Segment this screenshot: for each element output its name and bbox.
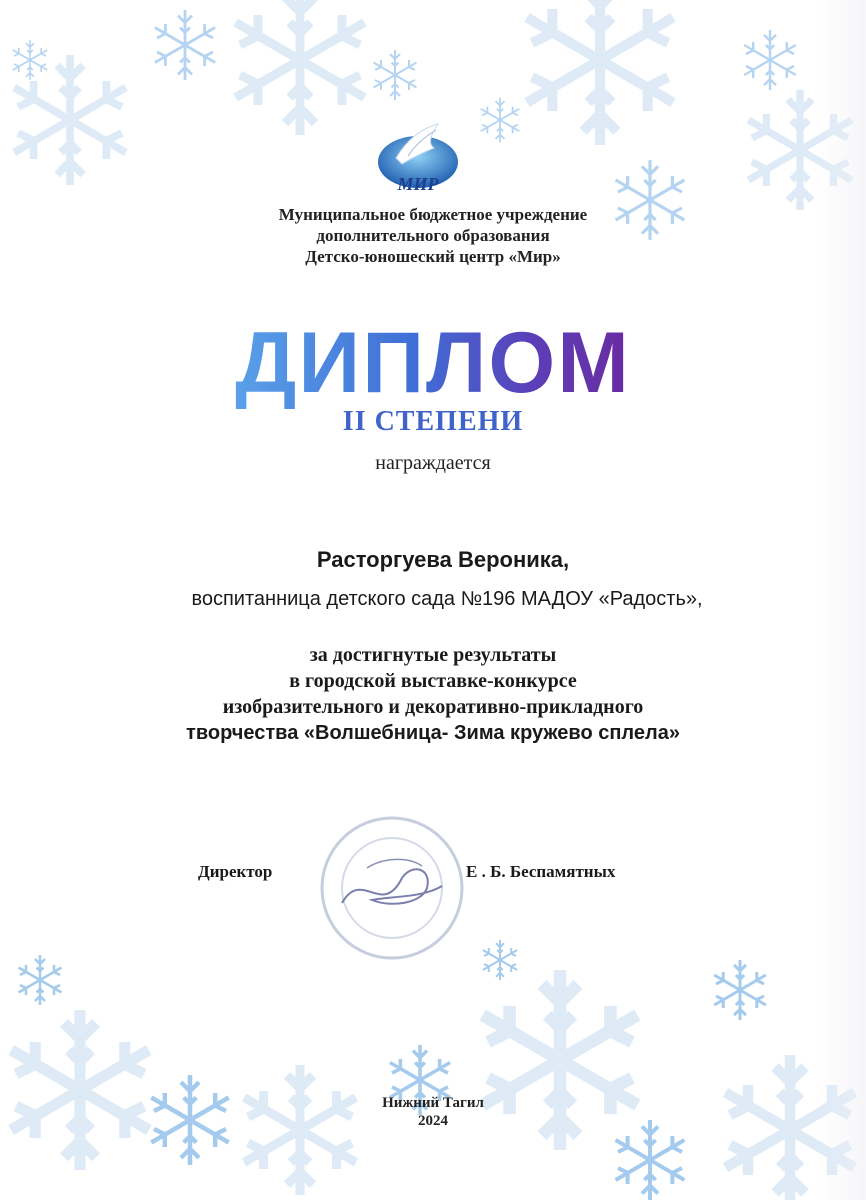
reason-line-1: за достигнутые результаты	[309, 644, 557, 666]
organization-name	[0, 204, 866, 267]
awarded-text: награждается	[375, 452, 491, 474]
signature-row	[0, 862, 866, 886]
dove-globe-icon	[368, 118, 468, 198]
footer-year: 2024	[418, 1113, 448, 1129]
reason-line-3: изобразительного и декоративно-прикладного	[222, 696, 644, 718]
official-stamp	[312, 808, 472, 968]
award-reason	[0, 642, 866, 746]
organization-line-2: дополнительного образования	[316, 226, 550, 245]
reason-line-4: творчества «Волшебница- Зима кружево сплела»	[186, 722, 680, 744]
organization-line-3: Детско-юношеский центр «Мир»	[305, 247, 561, 266]
recipient-affiliation: воспитанница детского сада №196 МАДОУ «Радость»,	[191, 588, 703, 610]
recipient-name: Расторгуева Вероника,	[316, 547, 570, 572]
director-role: Директор	[198, 862, 273, 881]
diploma-degree: II СТЕПЕНИ	[342, 406, 524, 437]
reason-line-2: в городской выставке-конкурсе	[289, 670, 577, 692]
organization-line-1: Муниципальное бюджетное учреждение	[278, 205, 588, 224]
diploma-title	[0, 315, 866, 411]
director-name: Е . Б. Беспамятных	[466, 862, 616, 881]
footer-city: Нижний Тагил	[382, 1095, 484, 1111]
footer-location	[0, 1094, 866, 1130]
logo-text: МИР	[397, 174, 439, 194]
diploma-title-text: ДИПЛОМ	[235, 315, 631, 411]
